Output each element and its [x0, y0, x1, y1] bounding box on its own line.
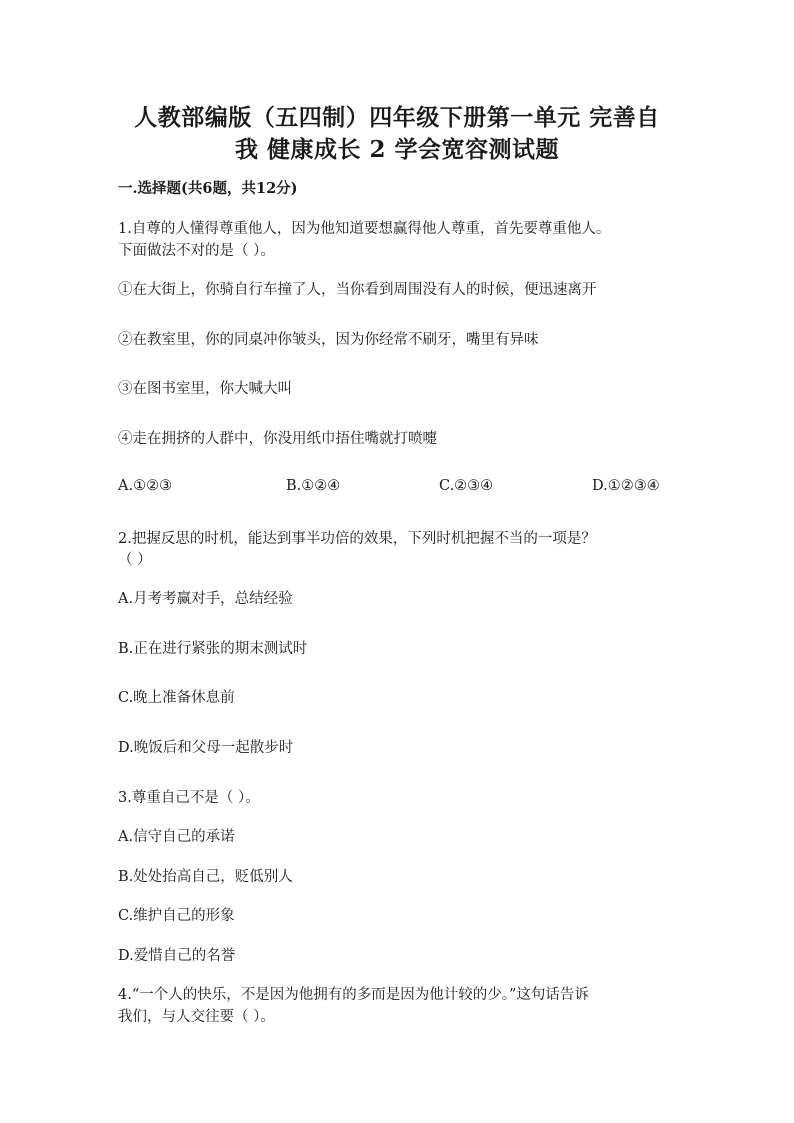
question-3-option-c: C.维护自己的形象 — [118, 908, 235, 924]
question-1-stem-line-2: 下面做法不对的是（ ）。 — [118, 243, 275, 259]
document-title-line-2: 我 健康成长 2 学会宽容测试题 — [234, 136, 560, 163]
question-1-item-4: ④走在拥挤的人群中，你没用纸巾捂住嘴就打喷嚏 — [118, 431, 437, 447]
question-2-option-b: B.正在进行紧张的期末测试时 — [118, 641, 308, 657]
question-2-option-d: D.晚饭后和父母一起散步时 — [118, 740, 294, 756]
question-1-item-2: ②在教室里，你的同桌冲你皱头，因为你经常不刷牙，嘴里有异味 — [118, 332, 539, 348]
question-3-option-a: A.信守自己的承诺 — [118, 829, 235, 845]
question-1-option-b: B.①②④ — [286, 478, 341, 494]
question-1-item-1: ①在大街上，你骑自行车撞了人，当你看到周围没有人的时候，便迅速离开 — [118, 282, 597, 298]
question-2-option-c: C.晚上准备休息前 — [118, 690, 235, 706]
question-1-option-d: D.①②③④ — [592, 478, 660, 494]
question-3-option-d: D.爱惜自己的名誉 — [118, 948, 236, 964]
question-1-item-3: ③在图书室里，你大喊大叫 — [118, 381, 292, 397]
question-2-stem-line-2: （ ） — [118, 552, 152, 568]
document-title-line-1: 人教部编版（五四制）四年级下册第一单元 完善自 — [134, 104, 660, 131]
question-2-stem-line-1: 2.把握反思的时机，能达到事半功倍的效果，下列时机把握不当的一项是？ — [118, 531, 596, 547]
question-2-option-a: A.月考考赢对手，总结经验 — [118, 591, 293, 607]
question-1-option-a: A.①②③ — [118, 478, 173, 494]
question-3-option-b: B.处处抬高自己，贬低别人 — [118, 869, 293, 885]
question-4-stem-line-1: 4.“一个人的快乐，不是因为他拥有的多而是因为他计较的少。”这句话告诉 — [118, 987, 589, 1003]
question-3-stem: 3.尊重自己不是（ ）。 — [118, 790, 260, 806]
section-heading: 一.选择题(共6题，共12分) — [118, 180, 298, 197]
question-4-stem-line-2: 我们，与人交往要（ ）。 — [118, 1009, 275, 1025]
question-1-option-c: C.②③④ — [439, 478, 494, 494]
question-1-stem-line-1: 1.自尊的人懂得尊重他人，因为他知道要想赢得他人尊重，首先要尊重他人。 — [118, 221, 611, 237]
